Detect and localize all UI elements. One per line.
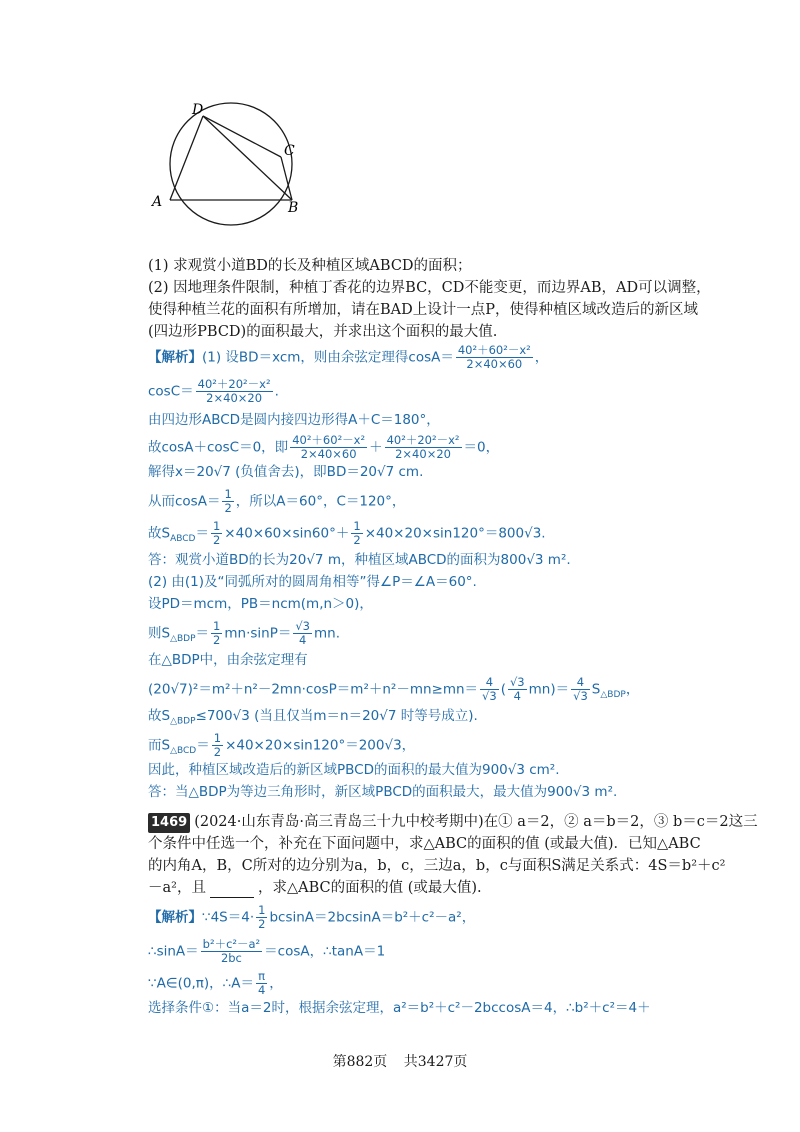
solution-1-line-3: 由四边形ABCD是圆内接四边形得A＋C＝180°，: [148, 412, 440, 428]
solution-1-line-15: 而$S_{\triangle BCD}=$ $\frac{1}{2}$ ×40×20×sin120°＝200√3，: [148, 731, 416, 759]
solution-1-line-8: 答：观赏小道BD的长为20√7 m，种植区域ABCD的面积为800√3 m².: [148, 552, 571, 568]
question-2-line-2: 使得种植兰花的面积有所增加，请在BAD上设计一点P，使得种植区域改造后的新区域: [148, 302, 699, 318]
fraction: $\frac{1}{2}$: [213, 731, 222, 759]
solution-1-line-4: 故cosA＋cosC＝0，即 $\frac{\text{40²＋60²－x²}}{2\times 40\times 60}$ ＋ $\frac{\text{40²＋20²－x²}}{2\times 40\times 20}$ ＝0，: [148, 433, 500, 461]
fraction: $\frac{4}{√3}$: [573, 675, 588, 703]
label-a: A: [152, 194, 163, 210]
solution-2-line-1: 【解析】∵4S＝4· $\frac{1}{2}$ bcsinA＝2bcsinA＝b²＋c²－a²，: [148, 903, 476, 931]
fraction: $\frac{1}{2}$: [258, 903, 266, 931]
problem-1469-line-1: 1469 (2024·山东青岛·高三青岛三十九中校考期中)在① a＝2，② a＝b＝2，③ b＝c＝2这三: [148, 812, 758, 833]
solution-1-line-14: 故$S_{\triangle BDP}\le 700√3$ (当且仅当m＝n＝20√7 时等号成立).: [148, 708, 478, 727]
label-b: B: [288, 200, 299, 216]
fraction: $\frac{1}{2}$: [212, 519, 221, 547]
solution-2-line-4: 选择条件①：当a＝2时，根据余弦定理，a²＝b²＋c²－2bccosA＝4，∴b²＋c²＝4＋: [148, 1000, 651, 1016]
solution-1-line-6: 从而cosA＝ $\frac{1}{2}$ ，所以A＝60°，C＝120°，: [148, 487, 406, 515]
page-total: 共3427页: [403, 1054, 468, 1070]
fraction: $\frac{√3}{4}$: [295, 619, 310, 647]
fraction: $\frac{\text{40²＋20²－x²}}{2\times 40\times 20}$: [386, 433, 460, 461]
fraction: $\frac{\text{40²＋20²－x²}}{2\times 40\times 20}$: [197, 377, 271, 405]
problem-1469-line-4: －a²，且 ，求△ABC的面积的值 (或最大值).: [148, 880, 482, 896]
segment-dc: [203, 116, 281, 157]
solution-1-line-1: 【解析】(1) 设BD＝xcm，则由余弦定理得cosA＝ $\frac{\text{40²＋60²－x²}}{2\times 40\times 60}$ ，: [148, 343, 549, 371]
fraction: $\frac{1}{2}$: [213, 619, 221, 647]
solution-1-line-17: 答：当△BDP为等边三角形时，新区域PBCD的面积最大，最大值为900√3 m².: [148, 784, 618, 800]
solution-1-line-2: cosC＝ $\frac{\text{40²＋20²－x²}}{2\times 40\times 20}$ .: [148, 377, 279, 405]
solution-2-line-2: ∴sinA＝ $\frac{\text{b²＋c²－a²}}{2bc}$ ＝cosA，∴tanA＝1: [148, 937, 386, 965]
fraction: $\frac{4}{√3}$: [482, 675, 497, 703]
problem-1469-line-3: 的内角A，B，C所对的边分别为a，b，c，三边a，b，c与面积S满足关系式：4S＝b²＋c²: [148, 858, 726, 874]
fraction: $\frac{√3}{4}$: [509, 675, 525, 703]
problem-1469-line-2: 个条件中任选一个，补充在下面问题中，求△ABC的面积的值 (或最大值)．已知△ABC: [148, 836, 701, 852]
solution-1-line-7: 故$S_{ABCD}=$ $\frac{1}{2}$ ×40×60×sin60°＋ $\frac{1}{2}$ ×40×20×sin120°＝800√3.: [148, 519, 546, 547]
page-footer: [0, 1051, 800, 1071]
label-c: C: [284, 143, 295, 159]
solution-1-line-9: (2) 由(1)及“同弧所对的圆周角相等”得∠P＝∠A＝60°.: [148, 574, 477, 590]
fraction: $\frac{1}{2}$: [353, 519, 361, 547]
segment-ad: [170, 116, 203, 200]
label-d: D: [192, 102, 204, 118]
circumcircle: [170, 103, 292, 225]
question-2-line-3: (四边形PBCD)的面积最大，并求出这个面积的最大值.: [148, 324, 498, 340]
solution-1-line-5: 解得x＝20√7 (负值舍去)，即BD＝20√7 cm.: [148, 464, 424, 480]
problem-number-badge: 1469: [148, 813, 190, 833]
segment-db: [203, 116, 292, 200]
solution-1-line-16: 因此，种植区域改造后的新区域PBCD的面积的最大值为900√3 cm².: [148, 762, 560, 778]
circle-quadrilateral-figure: [140, 100, 315, 235]
solution-tag: 【解析】: [148, 349, 202, 366]
solution-1-line-12: 在△BDP中，由余弦定理有: [148, 652, 308, 668]
fraction: $\frac{\text{40²＋60²－x²}}{2\times 40\times 60}$: [292, 433, 366, 461]
fraction: $\frac{1}{2}$: [224, 487, 232, 515]
fraction: $\frac{\pi}{4}$: [257, 969, 266, 997]
solution-2-line-3: ∵A∈(0,π)，∴A＝ $\frac{\pi}{4}$ ，: [148, 969, 283, 997]
answer-blank: [210, 883, 254, 898]
question-2-line-1: (2) 因地理条件限制，种植丁香花的边界BC，CD不能变更，而边界AB，AD可以调整，: [148, 280, 711, 296]
solution-1-line-10: 设PD＝mcm，PB＝ncm(m,n＞0)，: [148, 596, 373, 612]
solution-1-line-11: 则$S_{\triangle BDP}=$ $\frac{1}{2}$ mn·sinP＝ $\frac{√3}{4}$ mn.: [148, 619, 340, 647]
solution-tag: 【解析】: [148, 909, 202, 926]
page-number: 第882页: [332, 1054, 388, 1070]
fraction: $\frac{\text{b²＋c²－a²}}{2bc}$: [202, 937, 261, 965]
question-1: (1) 求观赏小道BD的长及种植区域ABCD的面积；: [148, 258, 472, 274]
fraction: $\frac{\text{40²＋60²－x²}}{2\times 40\times 60}$: [457, 343, 531, 371]
solution-1-line-13: (20√7)²＝m²＋n²－2mn·cosP＝m²＋n²－mn≥mn＝ $\frac{4}{√3}$ ( $\frac{√3}{4}$ mn)＝ $\frac{4}{√3}$ $S_{\triangle BDP}$，: [148, 675, 640, 703]
